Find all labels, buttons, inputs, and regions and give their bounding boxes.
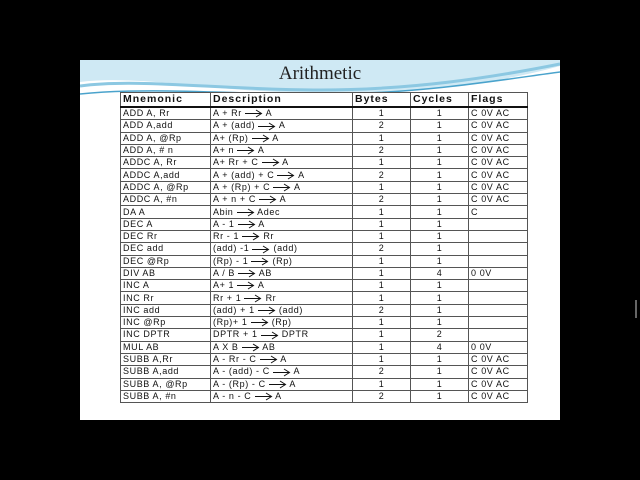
right-arrow-icon [273,183,291,192]
description-source: DPTR + 1 [213,329,258,340]
description-source: A+ n [213,145,235,156]
table-row [121,341,528,353]
right-arrow-icon [277,171,295,180]
column-header-description: Description [211,93,353,108]
description-cell [211,107,353,120]
description-source: A + n + C [213,194,256,205]
mnemonic-cell: ADD A, @Rp [121,132,211,144]
flags-cell: C 0V AC [469,120,528,132]
cycles-cell: 1 [411,157,469,169]
right-arrow-icon [269,380,287,389]
cycles-cell: 1 [411,390,469,402]
mnemonic-cell: SUBB A,add [121,366,211,378]
mnemonic-cell: ADDC A, Rr [121,157,211,169]
mnemonic-cell: ADDC A, #n [121,194,211,206]
cycles-cell: 2 [411,329,469,341]
table-row [121,280,528,292]
bytes-cell: 1 [353,280,411,292]
mnemonic-cell: DA A [121,206,211,218]
table-row [121,120,528,132]
table-row [121,390,528,402]
column-header-mnemonic: Mnemonic [121,93,211,108]
flags-cell: C 0V AC [469,378,528,390]
bytes-cell: 1 [353,218,411,230]
cycles-cell: 1 [411,255,469,267]
cycles-cell: 1 [411,218,469,230]
table-row [121,181,528,193]
mnemonic-cell: INC @Rp [121,317,211,329]
description-cell [211,390,353,402]
right-arrow-icon [238,269,256,278]
bytes-cell: 2 [353,390,411,402]
table-row [121,169,528,181]
cycles-cell: 1 [411,230,469,242]
cycles-cell: 1 [411,132,469,144]
description-source: Abin [213,206,234,217]
description-destination: AB [258,268,272,278]
flags-cell: C 0V AC [469,353,528,365]
cycles-cell: 1 [411,366,469,378]
description-cell [211,341,353,353]
table-row [121,366,528,378]
description-cell [211,157,353,169]
right-arrow-icon [258,122,276,131]
cycles-cell: 1 [411,304,469,316]
table-row [121,267,528,279]
description-cell [211,194,353,206]
bytes-cell: 1 [353,206,411,218]
description-cell [211,292,353,304]
flags-cell: C 0V AC [469,181,528,193]
description-cell [211,181,353,193]
description-destination: (add) [273,243,298,254]
bytes-cell: 2 [353,366,411,378]
description-cell [211,280,353,292]
bytes-cell: 2 [353,169,411,181]
description-cell [211,120,353,132]
description-source: Rr - 1 [213,231,240,242]
edge-marker [635,300,637,318]
table-row [121,194,528,206]
cycles-cell: 1 [411,107,469,120]
description-destination: Rr [265,292,277,303]
description-cell [211,144,353,156]
bytes-cell: 1 [353,181,411,193]
flags-cell: C 0V AC [469,144,528,156]
right-arrow-icon [237,208,255,217]
mnemonic-cell: INC Rr [121,292,211,304]
description-cell [211,329,353,341]
right-arrow-icon [237,146,255,155]
slide [80,60,560,420]
cycles-cell: 1 [411,317,469,329]
mnemonic-cell: SUBB A, @Rp [121,378,211,390]
cycles-cell: 1 [411,181,469,193]
description-source: A + Rr [213,108,242,119]
description-destination: A [278,120,286,131]
bytes-cell: 1 [353,353,411,365]
description-cell [211,353,353,365]
mnemonic-cell: DEC A [121,218,211,230]
description-cell [211,267,353,279]
flags-cell: C [469,206,528,218]
bytes-cell: 2 [353,243,411,255]
table-row [121,378,528,390]
flags-cell: C 0V AC [469,169,528,181]
description-destination: A [289,378,297,389]
bytes-cell: 1 [353,317,411,329]
cycles-cell: 1 [411,378,469,390]
column-header-bytes: Bytes [353,93,411,108]
flags-cell: 0 0V [469,341,528,353]
flags-cell [469,218,528,230]
right-arrow-icon [251,318,269,327]
mnemonic-cell: DEC Rr [121,230,211,242]
table-row [121,230,528,242]
right-arrow-icon [255,392,273,401]
description-source: (add) -1 [213,243,250,254]
description-source: A + (add) [213,120,256,131]
flags-cell: 0 0V [469,267,528,279]
description-cell [211,366,353,378]
flags-cell: C 0V AC [469,132,528,144]
right-arrow-icon [258,306,276,315]
table-row [121,107,528,120]
description-destination: AB [262,341,276,352]
description-source: (Rp) - 1 [213,255,249,266]
description-destination: A [272,132,279,143]
description-destination: A [257,280,265,291]
flags-cell: C 0V AC [469,107,528,120]
bytes-cell: 1 [353,230,411,242]
description-source: Rr + 1 [213,292,242,303]
description-destination: A [258,218,265,229]
flags-cell: C 0V AC [469,390,528,402]
bytes-cell: 1 [353,378,411,390]
description-source: A - n - C [213,390,252,401]
cycles-cell: 1 [411,292,469,304]
bytes-cell: 2 [353,304,411,316]
flags-cell [469,329,528,341]
bytes-cell: 1 [353,292,411,304]
description-source: A - (Rp) - C [213,378,266,389]
description-source: A / B [213,268,236,278]
right-arrow-icon [273,368,291,377]
flags-cell [469,304,528,316]
column-header-cycles: Cycles [411,93,469,108]
slide-title: Arithmetic [278,63,362,84]
description-cell [211,378,353,390]
mnemonic-cell: ADDC A,add [121,169,211,181]
description-cell [211,255,353,267]
right-arrow-icon [262,158,280,167]
description-cell [211,169,353,181]
description-source: A + (add) + C [213,169,275,180]
description-destination: A [265,108,273,119]
flags-cell [469,230,528,242]
description-destination: A [282,157,289,168]
mnemonic-cell: MUL AB [121,341,211,353]
flags-cell [469,255,528,267]
right-arrow-icon [252,134,270,143]
instruction-table [120,92,528,403]
description-destination: A [280,354,287,365]
flags-cell [469,243,528,255]
description-source: A+ Rr + C [213,157,259,168]
cycles-cell: 1 [411,120,469,132]
table-row [121,144,528,156]
flags-cell: C 0V AC [469,366,528,378]
description-destination: A [279,194,287,205]
description-cell [211,218,353,230]
description-cell [211,230,353,242]
right-arrow-icon [244,294,262,303]
table-row [121,353,528,365]
description-destination: A [257,145,265,156]
description-destination: A [293,366,301,377]
description-cell [211,317,353,329]
table-row [121,206,528,218]
description-destination: A [298,169,305,180]
cycles-cell: 1 [411,243,469,255]
mnemonic-cell: DEC @Rp [121,255,211,267]
bytes-cell: 2 [353,144,411,156]
table-row [121,329,528,341]
mnemonic-cell: ADD A, # n [121,144,211,156]
bytes-cell: 1 [353,341,411,353]
description-source: (add) + 1 [213,304,255,315]
right-arrow-icon [245,109,263,118]
bytes-cell: 1 [353,157,411,169]
table-row [121,157,528,169]
table-row [121,304,528,316]
description-destination: A [293,181,301,192]
bytes-cell: 1 [353,255,411,267]
table-row [121,218,528,230]
right-arrow-icon [238,220,256,229]
bytes-cell: 2 [353,194,411,206]
bytes-cell: 1 [353,132,411,144]
flags-cell [469,292,528,304]
description-destination: A [275,390,282,401]
cycles-cell: 1 [411,169,469,181]
table-row [121,243,528,255]
bytes-cell: 1 [353,267,411,279]
description-source: A - 1 [213,218,235,229]
right-arrow-icon [261,331,279,340]
mnemonic-cell: INC DPTR [121,329,211,341]
mnemonic-cell: DIV AB [121,267,211,279]
description-destination: (add) [278,304,303,315]
column-header-flags: Flags [469,93,528,108]
right-arrow-icon [242,232,260,241]
mnemonic-cell: ADD A, Rr [121,107,211,120]
cycles-cell: 4 [411,267,469,279]
mnemonic-cell: SUBB A, #n [121,390,211,402]
description-source: A X B [213,341,239,352]
description-cell [211,132,353,144]
cycles-cell: 1 [411,194,469,206]
description-cell [211,206,353,218]
mnemonic-cell: DEC add [121,243,211,255]
table-row [121,132,528,144]
right-arrow-icon [259,195,277,204]
right-arrow-icon [237,281,255,290]
right-arrow-icon [252,245,270,254]
description-source: A + (Rp) + C [213,181,271,192]
description-source: A+ (Rp) [213,132,249,143]
table-row [121,292,528,304]
flags-cell [469,317,528,329]
flags-cell: C 0V AC [469,157,528,169]
description-source: A - (add) - C [213,366,270,377]
right-arrow-icon [260,355,278,364]
mnemonic-cell: INC add [121,304,211,316]
mnemonic-cell: ADD A,add [121,120,211,132]
mnemonic-cell: INC A [121,280,211,292]
description-source: A - Rr - C [213,354,257,365]
description-destination: DPTR [281,329,309,340]
description-cell [211,304,353,316]
flags-cell [469,280,528,292]
description-destination: (Rp) [272,255,293,266]
description-destination: Adec [257,206,281,217]
cycles-cell: 1 [411,280,469,292]
cycles-cell: 1 [411,353,469,365]
flags-cell: C 0V AC [469,194,528,206]
table-row [121,255,528,267]
cycles-cell: 1 [411,206,469,218]
description-destination: (Rp) [271,317,292,328]
mnemonic-cell: SUBB A,Rr [121,353,211,365]
description-cell [211,243,353,255]
bytes-cell: 1 [353,329,411,341]
table-row [121,317,528,329]
bytes-cell: 1 [353,107,411,120]
description-destination: Rr [263,231,275,242]
bytes-cell: 2 [353,120,411,132]
cycles-cell: 1 [411,144,469,156]
right-arrow-icon [251,257,269,266]
cycles-cell: 4 [411,341,469,353]
right-arrow-icon [242,343,260,352]
table-header-row [121,93,528,108]
description-source: A+ 1 [213,280,235,291]
description-source: (Rp)+ 1 [213,317,248,328]
mnemonic-cell: ADDC A, @Rp [121,181,211,193]
